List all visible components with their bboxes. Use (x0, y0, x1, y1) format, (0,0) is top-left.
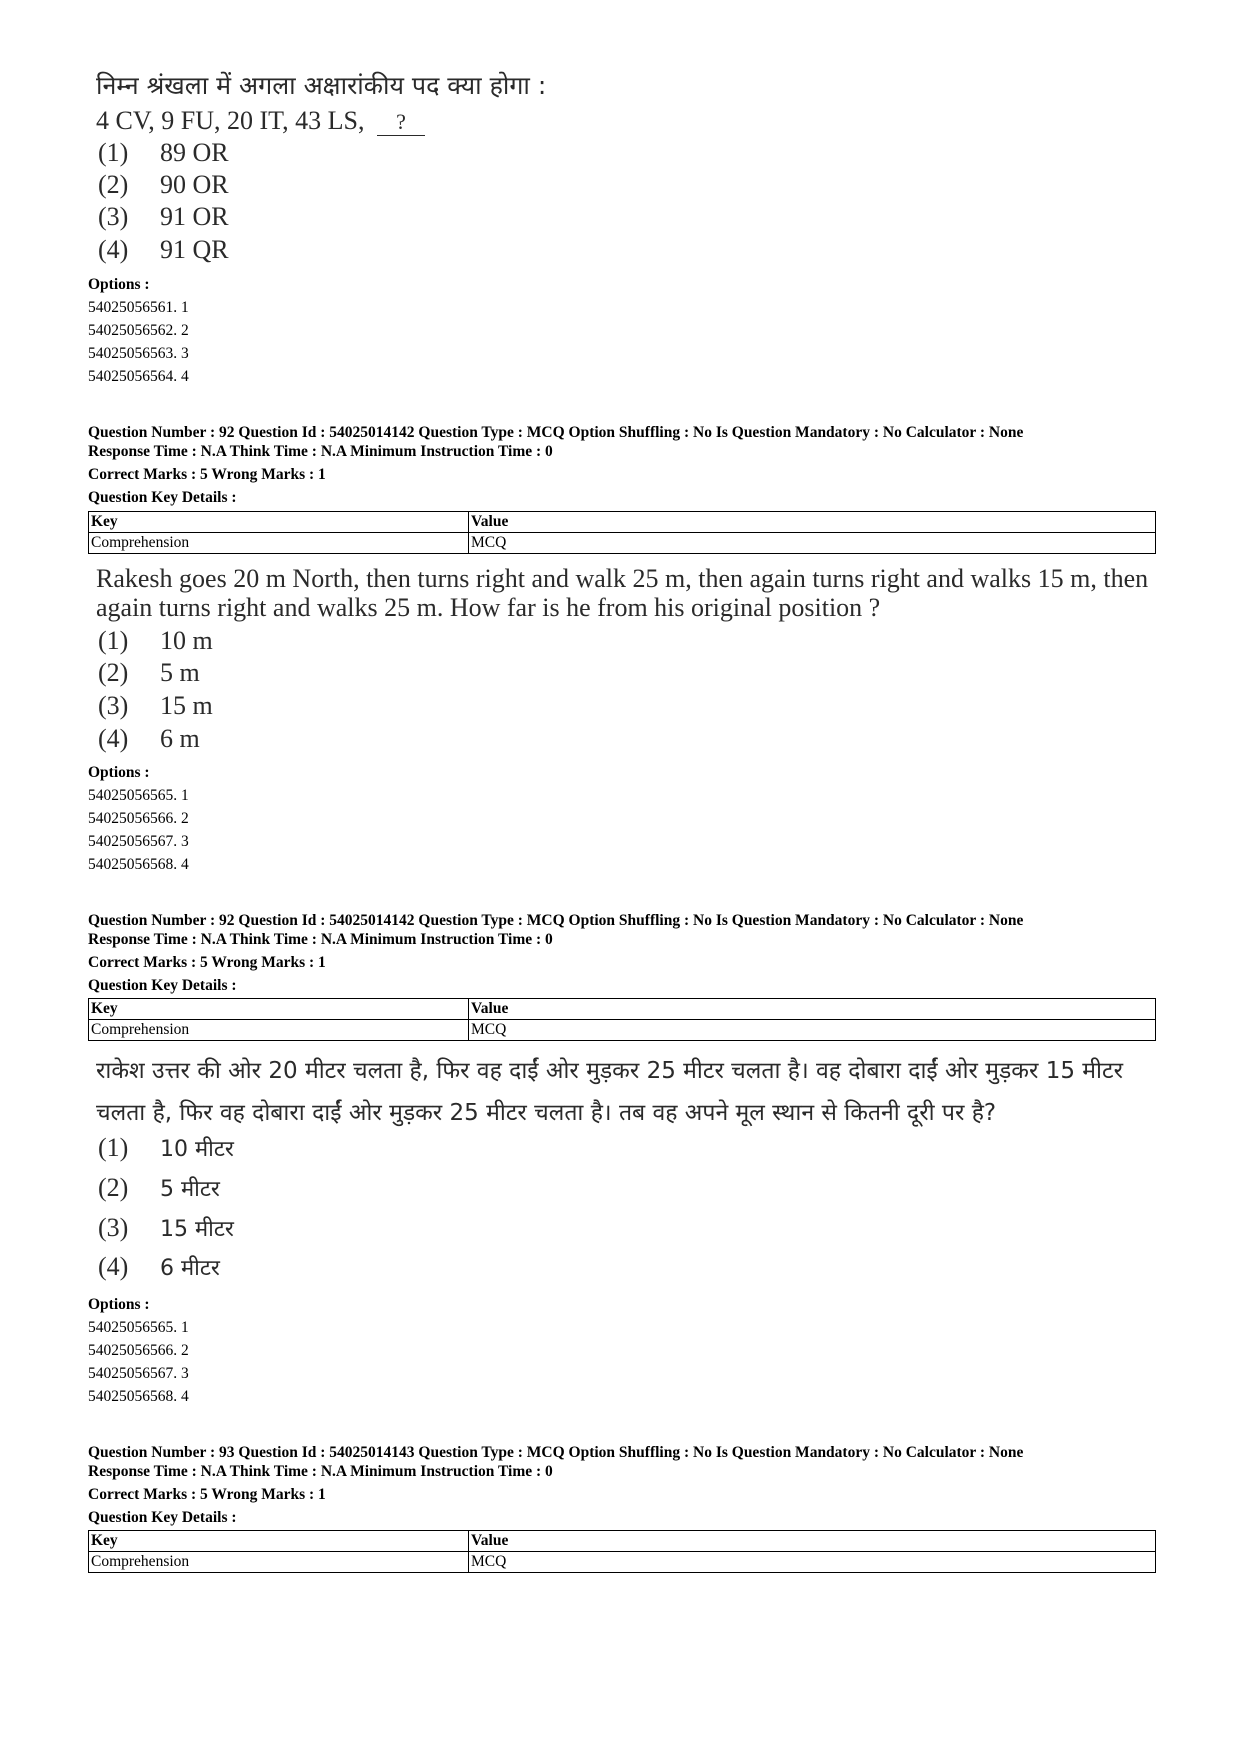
choice: (2) 90 OR (98, 170, 229, 199)
table-header-value: Value (469, 512, 1156, 533)
choice: (1) 10 m (98, 626, 213, 655)
table-cell-key: Comprehension (89, 1552, 469, 1573)
options-label: Options : (88, 764, 150, 781)
choice: (1) 10 मीटर (98, 1133, 234, 1162)
key-details-label: Question Key Details : (88, 489, 237, 506)
option-id: 54025056568. 4 (88, 856, 189, 873)
choice: (3) 15 m (98, 691, 213, 720)
option-id: 54025056561. 1 (88, 299, 189, 316)
option-id: 54025056567. 3 (88, 1365, 189, 1382)
choice: (3) 15 मीटर (98, 1213, 234, 1242)
table-cell-value: MCQ (469, 1552, 1156, 1573)
choice: (2) 5 m (98, 658, 200, 687)
table-header-key: Key (89, 512, 469, 533)
option-id: 54025056568. 4 (88, 1388, 189, 1405)
option-id: 54025056562. 2 (88, 322, 189, 339)
options-block (88, 1295, 189, 1406)
option-id: 54025056566. 2 (88, 1342, 189, 1359)
table-cell-key: Comprehension (89, 533, 469, 554)
option-id: 54025056563. 3 (88, 345, 189, 362)
option-id: 54025056565. 1 (88, 787, 189, 804)
key-details-label: Question Key Details : (88, 977, 237, 994)
question-key-table (88, 511, 1156, 554)
choice: (4) 6 मीटर (98, 1252, 220, 1281)
table-header-key: Key (89, 1531, 469, 1552)
question-text-hindi: राकेश उत्तर की ओर 20 मीटर चलता है, फिर वह दाईं ओर मुड़कर 25 मीटर चलता है। वह दोबारा दाईं ओर मुड़कर 15 मीटर चलता है, फिर वह दोबारा दाईं ओर मुड़कर 25 मीटर चलता है। तब वह अपने मूल स्थान से कितनी दूरी पर है? (96, 1058, 1123, 1126)
table-header-key: Key (89, 999, 469, 1020)
choice: (3) 91 OR (98, 202, 229, 231)
table-cell-value: MCQ (469, 533, 1156, 554)
series-terms: 4 CV, 9 FU, 20 IT, 43 LS, (96, 106, 365, 135)
choice: (4) 91 QR (98, 235, 229, 264)
options-block (88, 763, 189, 874)
question-key-table (88, 1530, 1156, 1573)
question-header-line2: Response Time : N.A Think Time : N.A Minimum Instruction Time : 0 (88, 443, 553, 460)
option-id: 54025056564. 4 (88, 368, 189, 385)
option-id: 54025056567. 3 (88, 833, 189, 850)
option-id: 54025056565. 1 (88, 1319, 189, 1336)
question-text: Rakesh goes 20 m North, then turns right and walk 25 m, then again turns right and walks 15 m, then again turns right and walks 25 m. How far is he from his original position ? (96, 564, 1149, 622)
question-header-line1: Question Number : 92 Question Id : 54025014142 Question Type : MCQ Option Shuffling : No Is Question Mandatory : No Calculator : None (88, 912, 1024, 929)
question-header-line1: Question Number : 93 Question Id : 54025014143 Question Type : MCQ Option Shuffling : No Is Question Mandatory : No Calculator : None (88, 1444, 1024, 1461)
table-header-value: Value (469, 999, 1156, 1020)
marks-line: Correct Marks : 5 Wrong Marks : 1 (88, 466, 326, 483)
table-header-value: Value (469, 1531, 1156, 1552)
question-header-line2: Response Time : N.A Think Time : N.A Minimum Instruction Time : 0 (88, 931, 553, 948)
question-prompt-hindi: निम्न श्रंखला में अगला अक्षारांकीय पद क्या होगा : (96, 71, 547, 100)
series-text (96, 106, 425, 136)
options-label: Options : (88, 276, 150, 293)
series-blank: ? (377, 109, 425, 136)
marks-line: Correct Marks : 5 Wrong Marks : 1 (88, 954, 326, 971)
question-header (88, 911, 1023, 995)
options-label: Options : (88, 1296, 150, 1313)
marks-line: Correct Marks : 5 Wrong Marks : 1 (88, 1486, 326, 1503)
question-header-line2: Response Time : N.A Think Time : N.A Minimum Instruction Time : 0 (88, 1463, 553, 1480)
choice: (4) 6 m (98, 724, 200, 753)
option-id: 54025056566. 2 (88, 810, 189, 827)
table-cell-value: MCQ (469, 1020, 1156, 1041)
table-cell-key: Comprehension (89, 1020, 469, 1041)
choice: (2) 5 मीटर (98, 1173, 220, 1202)
question-header (88, 423, 1023, 507)
question-header (88, 1443, 1023, 1527)
question-header-line1: Question Number : 92 Question Id : 54025014142 Question Type : MCQ Option Shuffling : No Is Question Mandatory : No Calculator : None (88, 424, 1024, 441)
choice: (1) 89 OR (98, 138, 229, 167)
key-details-label: Question Key Details : (88, 1509, 237, 1526)
options-block (88, 275, 189, 386)
question-key-table (88, 998, 1156, 1041)
